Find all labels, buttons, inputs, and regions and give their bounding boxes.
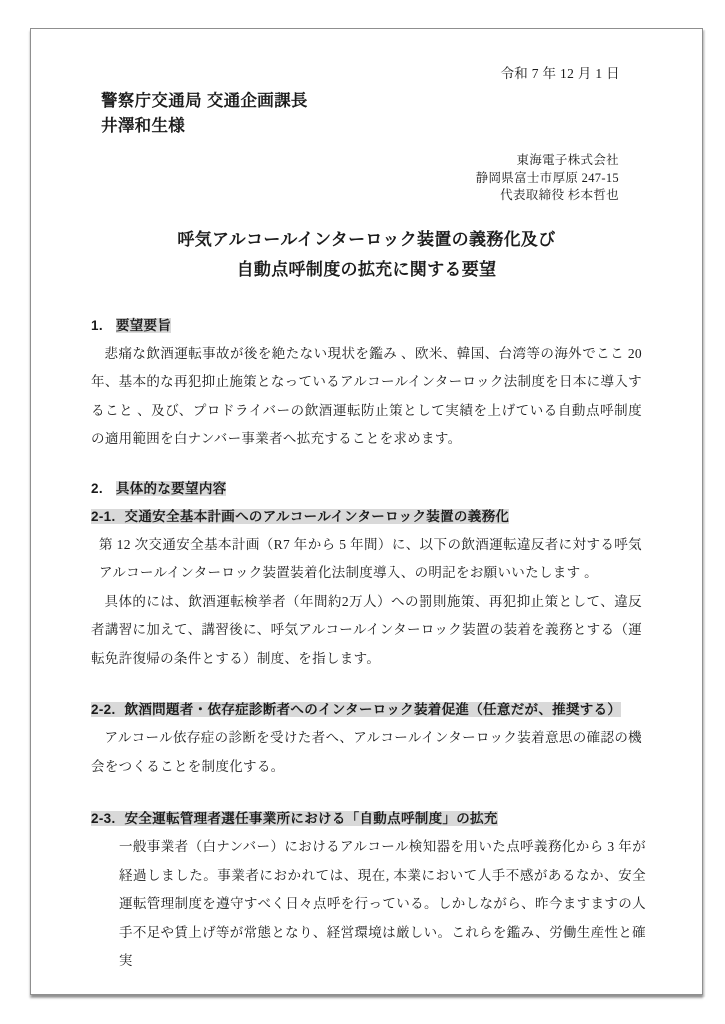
section-2-1-paragraph-1: 第 12 次交通安全基本計画（R7 年から 5 年間）に、以下の飲酒運転違反者に対する呼気アルコールインターロック装置装着化法制度導入、の明記をお願いいたします 。 — [99, 536, 642, 580]
document-title — [91, 225, 642, 285]
section-heading-2-1 — [91, 507, 642, 526]
section-2-2-paragraph: アルコール依存症の診断を受けた者へ、アルコールインターロック装着意思の確認の機会をつくることを制度化する。 — [91, 730, 642, 774]
section-number-2-3: 2-3. — [91, 811, 116, 826]
section-1-paragraph: 悲痛な飲酒運転事故が後を絶たない現状を鑑み 、欧米、韓国、台湾等の海外でここ 20 年、基本的な再犯抑止施策となっているアルコールインターロック法制度を日本に導入すること 、及び、プロドライバーの飲酒運転防止策として実績を上げている自動点呼制度の適用範囲を白ナンバー事業者へ拡充することを求めます。 — [91, 345, 642, 446]
section-heading-1 — [91, 316, 642, 335]
sender-company: 東海電子株式会社 — [516, 153, 619, 167]
recipient-title: 警察庁交通局 交通企画課長 — [101, 92, 308, 110]
section-heading-2-2 — [91, 700, 642, 719]
sender-representative: 代表取締役 杉本哲也 — [500, 188, 619, 202]
section-label-2-1: 交通安全基本計画へのアルコールインターロック装置の義務化 — [124, 508, 510, 524]
section-label-1: 要望要旨 — [115, 317, 172, 333]
section-number-2: 2. — [91, 480, 103, 496]
section-number-1: 1. — [91, 317, 103, 333]
section-heading-2-3 — [91, 809, 642, 828]
document-title-line2: 自動点呼制度の拡充に関する要望 — [236, 259, 497, 279]
document-page — [30, 28, 703, 995]
section-label-2-3: 安全運転管理者選任事業所における「自動点呼制度」の拡充 — [124, 811, 498, 826]
sender-block — [91, 152, 642, 205]
section-2-1-paragraph-2: 具体的には、飲酒運転検挙者（年間約2万人）への罰則施策、再犯抑止策として、違反者講習に加えて、講習後に、呼気アルコールインターロック装置の装着を義務とする（運転免許復帰の条件とする）制度、を指します。 — [91, 593, 642, 666]
section-heading-2 — [91, 479, 642, 498]
recipient-name: 井澤和生様 — [101, 117, 186, 135]
document-title-line1: 呼気アルコールインターロック装置の義務化及び — [177, 229, 556, 249]
section-number-2-2: 2-2. — [91, 702, 116, 717]
sender-address: 静岡県富士市厚原 247-15 — [475, 170, 619, 185]
section-label-2: 具体的な要望内容 — [115, 480, 227, 496]
section-2-3-paragraph: 一般事業者（白ナンバー）におけるアルコール検知器を用いた点呼義務化から 3 年が経過しました。事業者におかれては、現在, 本業において人手不感があるなか、安全運転管理制度を遵守すべく日々点呼を行っている。しかしながら、昨今ますますの人手不足や賃上げ等が常態となり、経営環境は厳しい。これらを鑑み、労働生産性と確実 — [119, 839, 646, 968]
recipient-block — [101, 89, 642, 139]
section-number-2-1: 2-1. — [91, 508, 116, 524]
document-date: 令和 7 年 12 月 1 日 — [500, 66, 620, 81]
section-label-2-2: 飲酒問題者・依存症診断者へのインターロック装着促進（任意だが、推奨する） — [124, 702, 622, 717]
